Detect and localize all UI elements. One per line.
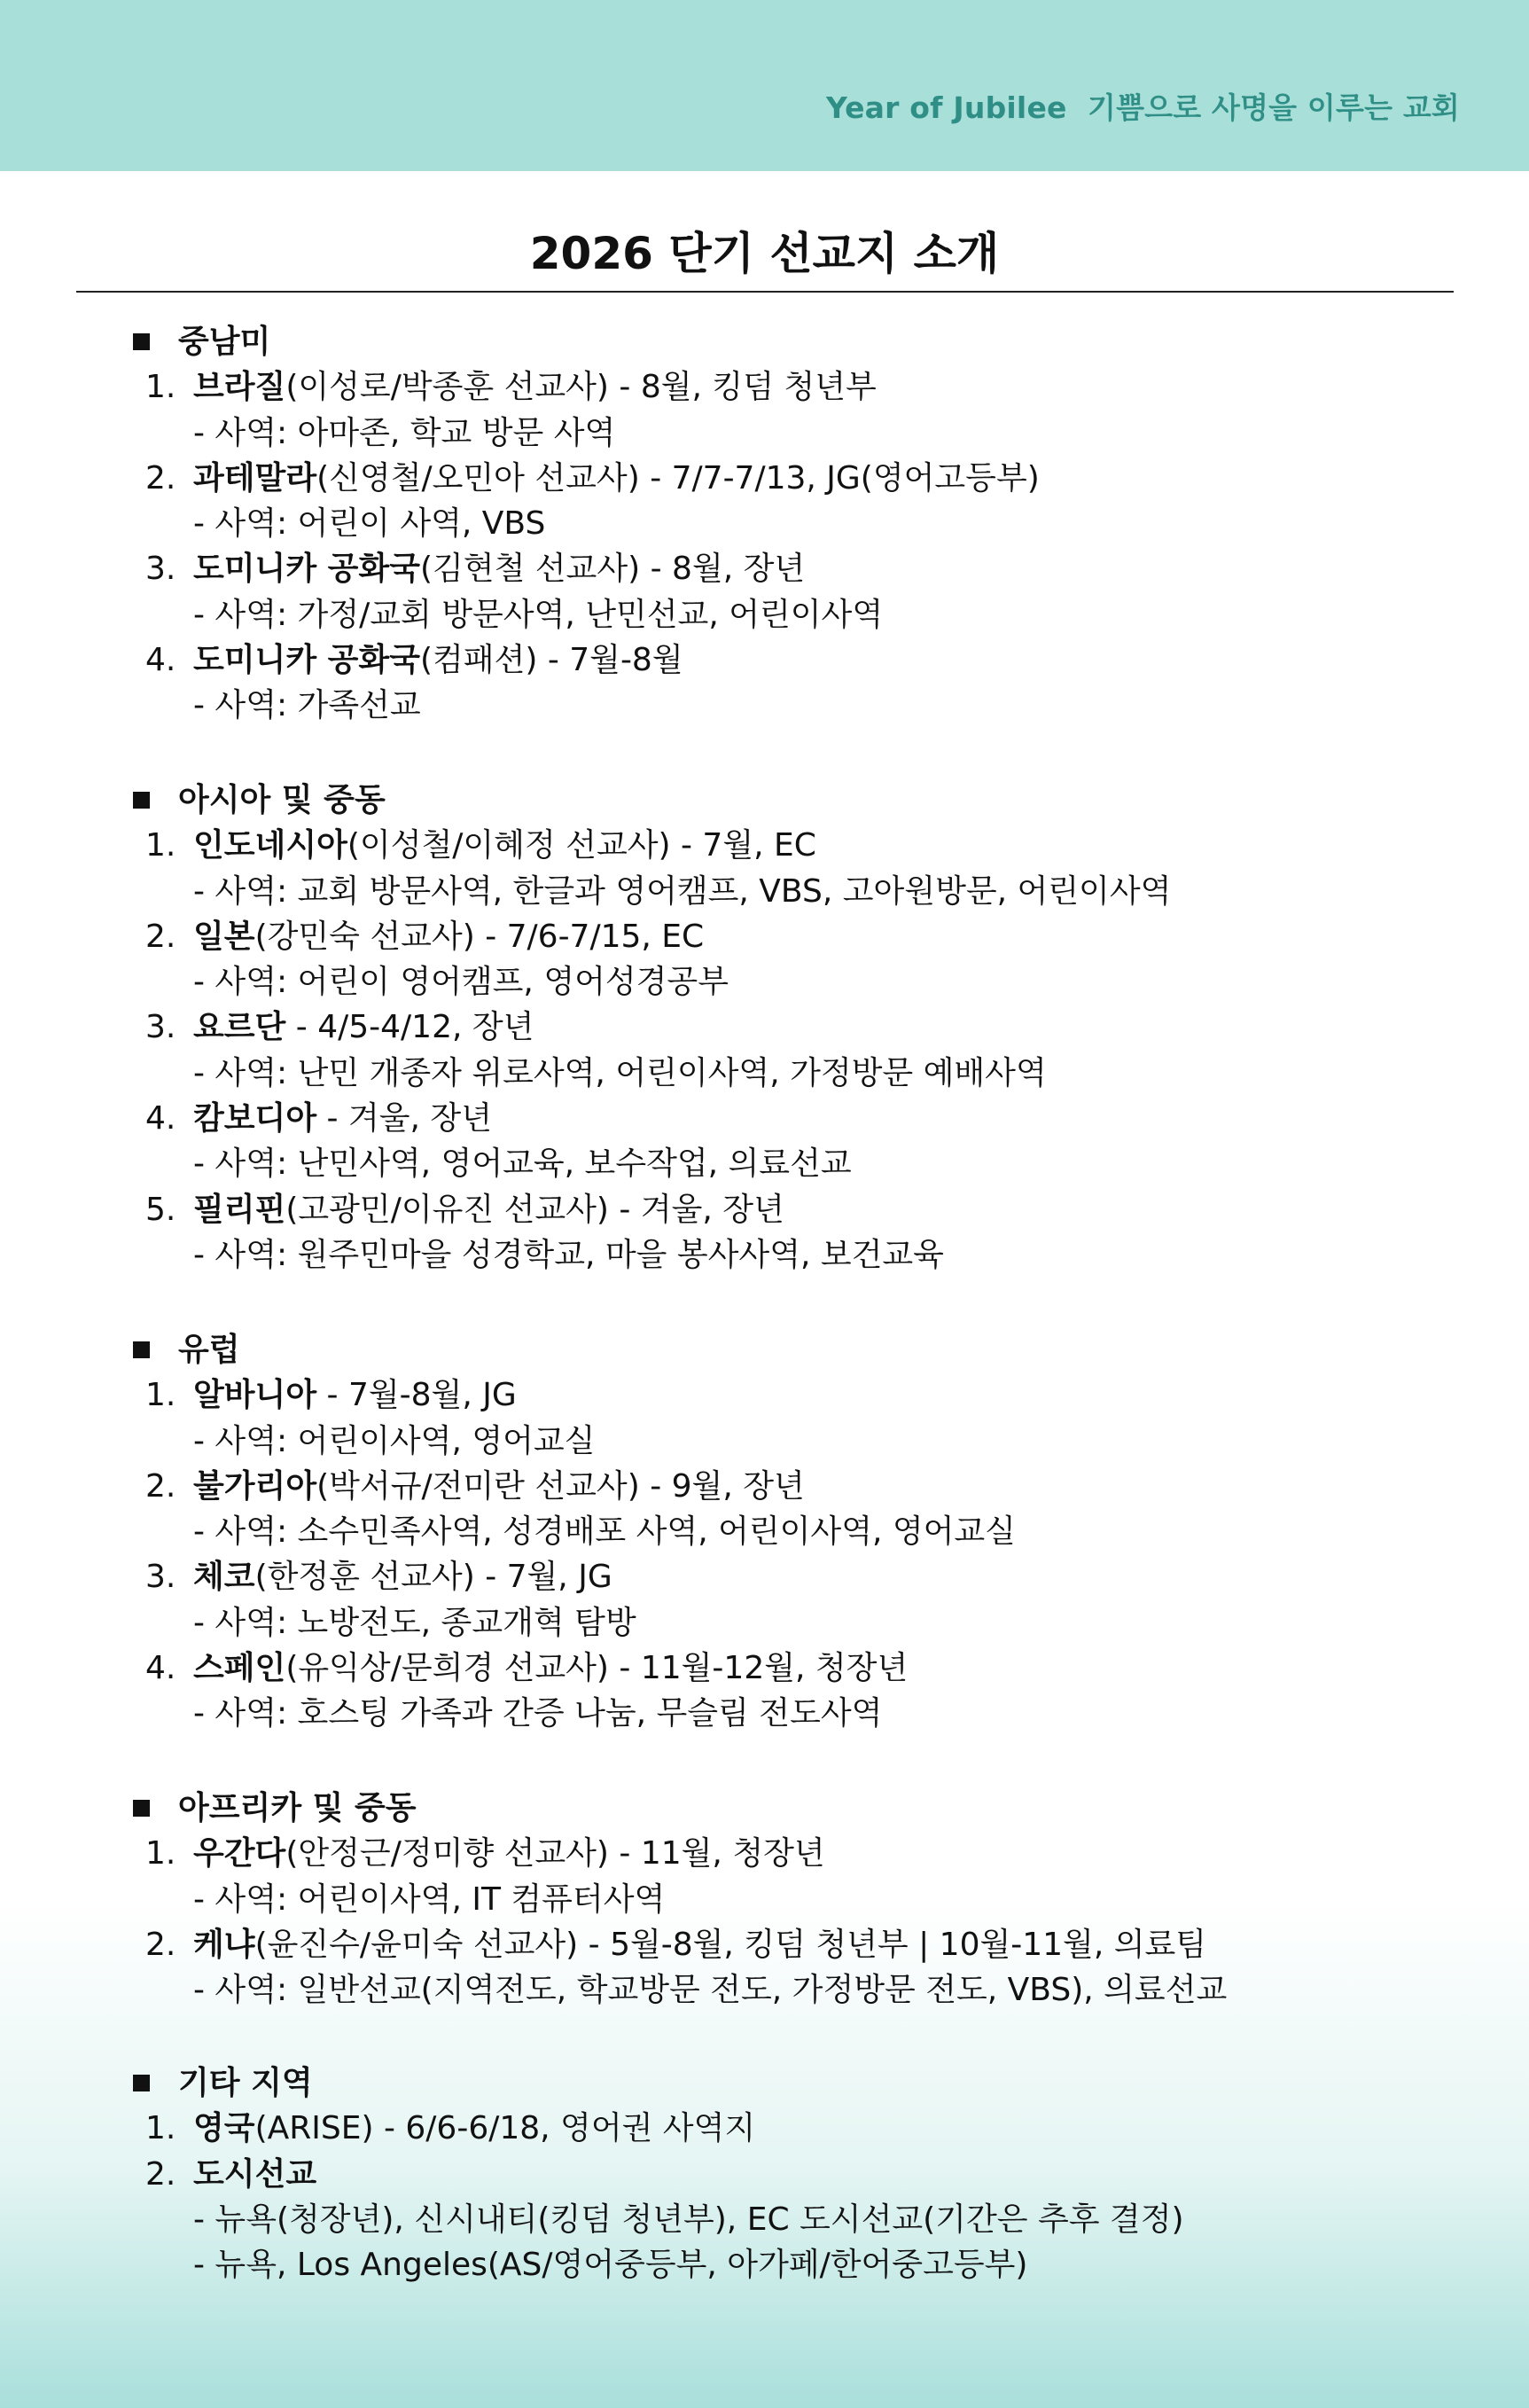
item-info: (한정훈 선교사) - 7월, JG [254,1559,612,1596]
list-item [133,1372,1463,1418]
square-bullet-icon [133,792,150,809]
item-number: 5. [145,1191,176,1228]
item-detail: - 사역: 어린이 사역, VBS [193,505,546,543]
item-detail: - 사역: 호스팅 가족과 간증 나눔, 무슬림 전도사역 [193,1695,883,1732]
item-detail: - 사역: 난민 개종자 위로사역, 어린이사역, 가정방문 예배사역 [193,1054,1047,1091]
item-info: - 겨울, 장년 [316,1100,492,1138]
list-item [133,2152,1463,2197]
item-detail: - 사역: 원주민마을 성경학교, 마을 봉사사역, 보건교육 [193,1236,944,1273]
item-number: 2. [145,918,176,955]
section-heading [133,1786,1463,1831]
item-info: (이성로/박종훈 선교사) - 8월, 킹덤 청년부 [285,369,877,406]
list-item [133,1005,1463,1050]
section-heading-text: 유럽 [178,1332,240,1368]
item-number: 3. [145,1009,176,1046]
item-name: 체코 [193,1559,255,1596]
item-detail: - 사역: 가정/교회 방문사역, 난민선교, 어린이사역 [193,596,884,633]
item-detail: - 사역: 난민사역, 영어교육, 보수작업, 의료선교 [193,1145,852,1183]
item-info: - 7월-8월, JG [316,1377,517,1414]
item-info: (고광민/이유진 선교사) - 겨울, 장년 [285,1191,784,1228]
item-name: 필리핀 [193,1191,286,1228]
item-number: 2. [145,2155,176,2193]
item-detail: - 뉴욕(청장년), 신시내티(킹덤 청년부), EC 도시선교(기간은 추후 결정) [193,2201,1184,2238]
item-number: 1. [145,1835,176,1872]
title-divider [76,291,1454,293]
item-number: 1. [145,827,176,864]
item-detail: - 사역: 어린이사역, IT 컴퓨터사역 [193,1880,666,1918]
item-number: 3. [145,551,176,588]
list-item [133,1646,1463,1691]
square-bullet-icon [133,2075,150,2091]
list-item [133,914,1463,959]
item-name: 요르단 [193,1009,286,1046]
item-name: 인도네시아 [193,827,347,864]
item-detail: - 사역: 가족선교 [193,687,421,724]
item-name: 도시선교 [193,2155,317,2193]
list-item [133,2106,1463,2151]
item-info: (컴패션) - 7월-8월 [419,642,683,679]
square-bullet-icon [133,1341,150,1358]
item-info: (강민숙 선교사) - 7/6-7/15, EC [254,918,705,955]
list-item [133,364,1463,410]
section-heading [133,1327,1463,1372]
list-item [133,1554,1463,1599]
item-number: 2. [145,459,176,496]
item-name: 케냐 [193,1926,255,1963]
section-heading [133,778,1463,823]
item-name: 과테말라 [193,459,317,496]
item-name: 캄보디아 [193,1100,317,1138]
item-info: (신영철/오민아 선교사) - 7/7-7/13, JG(영어고등부) [316,459,1040,496]
item-name: 알바니아 [193,1377,317,1414]
item-info: (김현철 선교사) - 8월, 장년 [419,551,806,588]
section-other-regions [133,2060,1463,2287]
list-item [133,546,1463,591]
item-number: 4. [145,1100,176,1138]
item-detail: - 사역: 아마존, 학교 방문 사역 [193,414,616,451]
item-detail: - 사역: 어린이 영어캠프, 영어성경공부 [193,964,729,1001]
item-number: 4. [145,1650,176,1687]
section-asia-middle-east [133,778,1463,1278]
item-name: 영국 [193,2110,255,2147]
list-item [133,1187,1463,1232]
item-name: 일본 [193,918,255,955]
list-item [133,1096,1463,1141]
section-europe [133,1327,1463,1737]
item-info: (안정근/정미향 선교사) - 11월, 청장년 [285,1835,825,1872]
item-number: 1. [145,2110,176,2147]
item-detail: - 사역: 교회 방문사역, 한글과 영어캠프, VBS, 고아원방문, 어린이사역 [193,872,1172,910]
item-detail: - 사역: 일반선교(지역전도, 학교방문 전도, 가정방문 전도, VBS), 의료선교 [193,1972,1228,2009]
page-title: 2026 단기 선교지 소개 [529,228,1000,279]
item-name: 불가리아 [193,1467,317,1505]
item-name: 도미니카 공화국 [193,642,420,679]
item-name: 우간다 [193,1835,286,1872]
square-bullet-icon [133,1800,150,1817]
item-number: 3. [145,1559,176,1596]
list-item [133,637,1463,683]
item-detail: - 사역: 소수민족사역, 성경배포 사역, 어린이사역, 영어교실 [193,1513,1016,1551]
item-detail: - 사역: 어린이사역, 영어교실 [193,1422,596,1459]
item-number: 4. [145,642,176,679]
square-bullet-icon [133,333,150,350]
item-detail: - 사역: 노방전도, 종교개혁 탐방 [193,1604,636,1641]
item-info: (ARISE) - 6/6-6/18, 영어권 사역지 [254,2110,756,2147]
header-band [0,0,1529,171]
list-item [133,1831,1463,1876]
list-item [133,823,1463,868]
item-info: - 4/5-4/12, 장년 [285,1009,534,1046]
item-info: (윤진수/윤미숙 선교사) - 5월-8월, 킹덤 청년부 | 10월-11월, 의료팀 [254,1926,1207,1963]
list-item [133,456,1463,501]
item-number: 1. [145,1377,176,1414]
section-heading-text: 아시아 및 중동 [178,782,386,818]
item-name: 스페인 [193,1650,286,1687]
header-tagline: Year of Jubilee 기쁨으로 사명을 이루는 교회 [826,90,1460,125]
item-detail: - 뉴욕, Los Angeles(AS/영어중등부, 아가페/한어중고등부) [193,2247,1028,2284]
section-heading [133,2060,1463,2106]
section-heading-text: 아프리카 및 중동 [178,1790,417,1826]
section-heading [133,319,1463,364]
section-africa-middle-east [133,1786,1463,2013]
item-info: (유익상/문희경 선교사) - 11월-12월, 청장년 [285,1650,909,1687]
list-item [133,1922,1463,1967]
list-item [133,1464,1463,1509]
item-number: 2. [145,1467,176,1505]
item-name: 브라질 [193,369,286,406]
section-heading-text: 기타 지역 [178,2065,313,2101]
item-number: 1. [145,369,176,406]
item-info: (박서규/전미란 선교사) - 9월, 장년 [316,1467,805,1505]
section-heading-text: 중남미 [178,324,271,360]
item-number: 2. [145,1926,176,1963]
section-central-south-america [133,319,1463,729]
item-name: 도미니카 공화국 [193,551,420,588]
item-info: (이성철/이혜정 선교사) - 7월, EC [347,827,816,864]
